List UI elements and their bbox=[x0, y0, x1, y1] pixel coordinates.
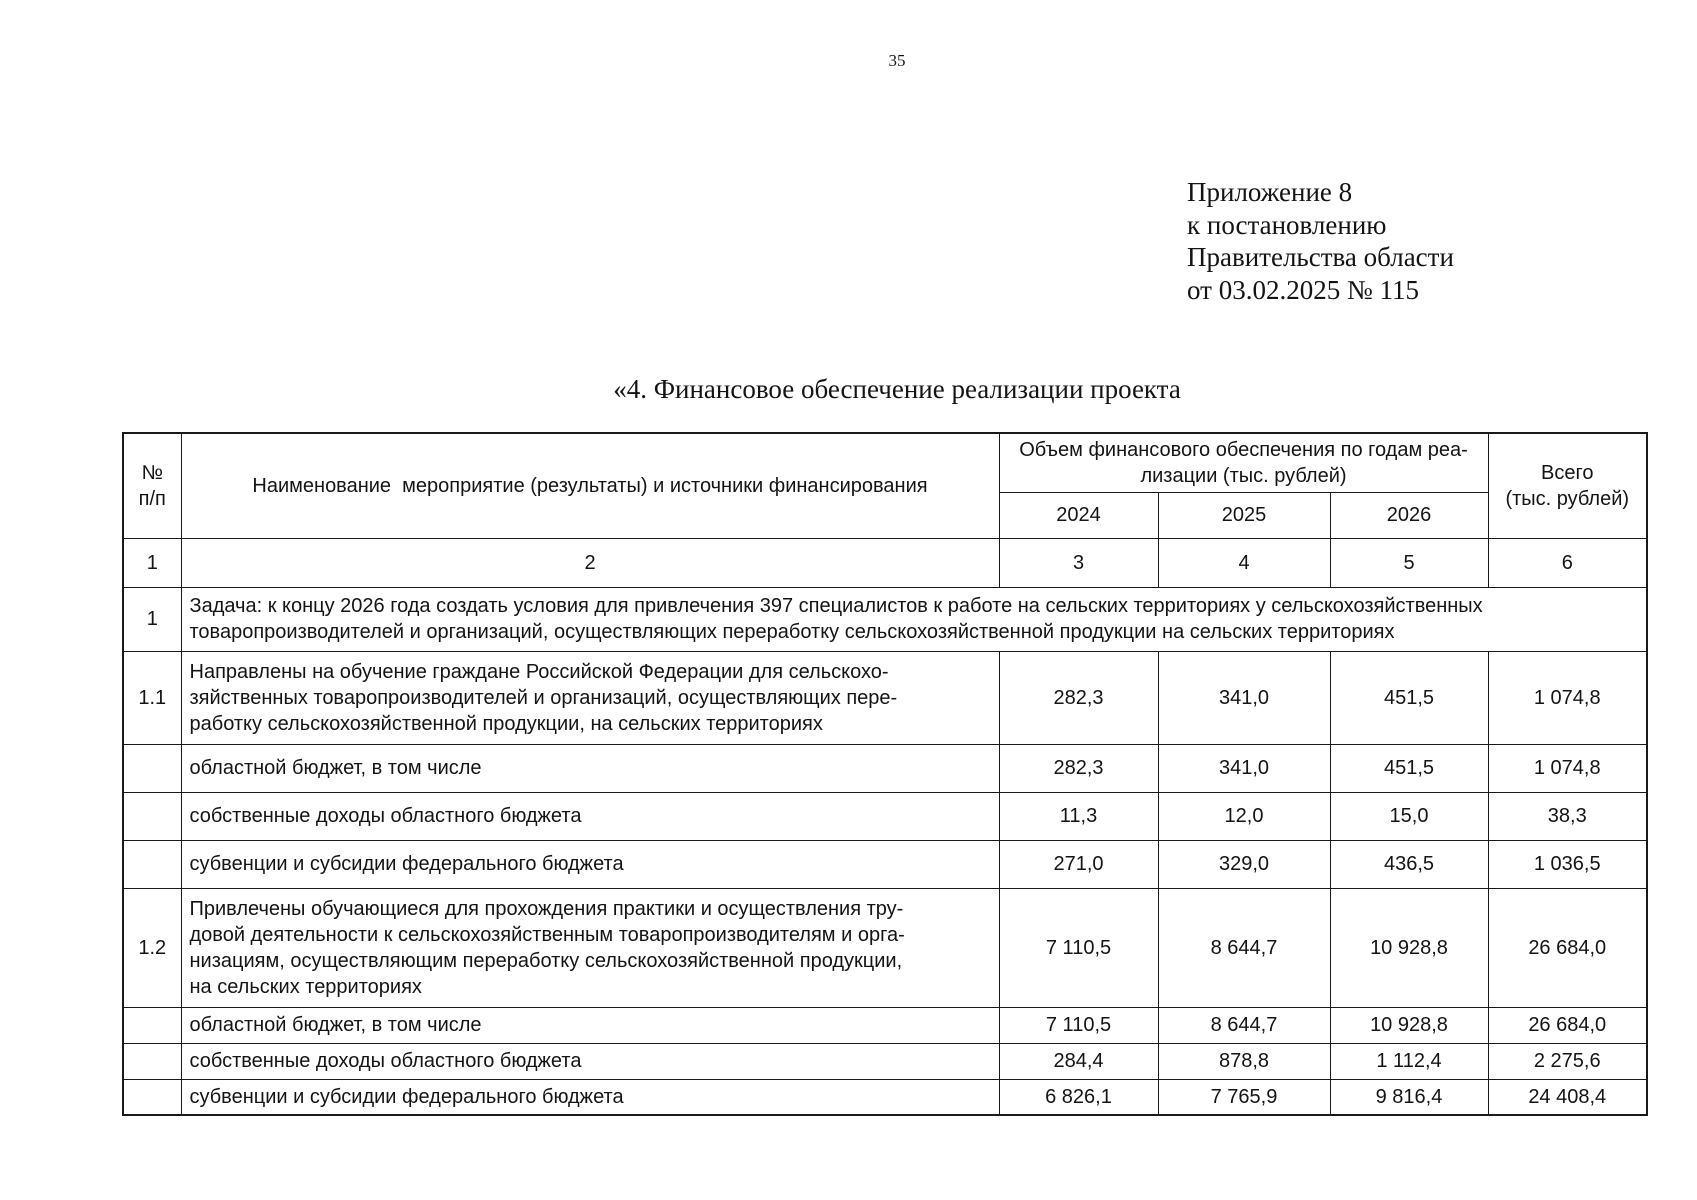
row-number bbox=[123, 1043, 181, 1079]
row-name: собственные доходы областного бюджета bbox=[181, 1043, 999, 1079]
value-2026: 451,5 bbox=[1330, 744, 1488, 792]
value-2026: 451,5 bbox=[1330, 651, 1488, 744]
row-name: Направлены на обучение граждане Российской Федерации для сельскохо- зяйственных товаропроизводителей и организаций, осуществляющих пере- работку сельскохозяйственной продукции, на сельских территориях bbox=[181, 651, 999, 744]
table-row bbox=[123, 651, 1647, 744]
value-total: 38,3 bbox=[1488, 792, 1647, 840]
row-name: областной бюджет, в том числе bbox=[181, 744, 999, 792]
row-name: субвенции и субсидии федерального бюджета bbox=[181, 1079, 999, 1115]
value-2024: 282,3 bbox=[999, 651, 1158, 744]
section-title: «4. Финансовое обеспечение реализации проекта bbox=[613, 374, 1181, 404]
column-number: 5 bbox=[1330, 538, 1488, 587]
page-number: 35 bbox=[888, 51, 906, 70]
value-2026: 15,0 bbox=[1330, 792, 1488, 840]
value-2024: 6 826,1 bbox=[999, 1079, 1158, 1115]
column-number: 3 bbox=[999, 538, 1158, 587]
column-numbers-row bbox=[123, 538, 1647, 587]
task-text: Задача: к концу 2026 года создать условия для привлечения 397 специалистов к работе на сельских территориях у сельскохозяйственных товаропроизводителей и организаций, осуществляющих переработку сельскохозяйственной продукции на сельских территориях bbox=[181, 587, 1647, 651]
header-number: № п/п bbox=[123, 433, 181, 538]
value-2024: 11,3 bbox=[999, 792, 1158, 840]
row-name: Привлечены обучающиеся для прохождения практики и осуществления тру- довой деятельности к сельскохозяйственным товаропроизводителям и орга- низациям, осуществляющим переработку сельскохозяйственной продукции, на сельских территориях bbox=[181, 888, 999, 1007]
appendix-line: от 03.02.2025 № 115 bbox=[1187, 274, 1419, 305]
value-2025: 12,0 bbox=[1158, 792, 1330, 840]
row-number bbox=[123, 1007, 181, 1043]
value-2026: 9 816,4 bbox=[1330, 1079, 1488, 1115]
column-number: 2 bbox=[181, 538, 999, 587]
table-row bbox=[123, 840, 1647, 888]
row-number bbox=[123, 1079, 181, 1115]
table-row bbox=[123, 1043, 1647, 1079]
header-name: Наименование мероприятие (результаты) и источники финансирования bbox=[181, 433, 999, 538]
value-2025: 341,0 bbox=[1158, 651, 1330, 744]
value-2025: 8 644,7 bbox=[1158, 888, 1330, 1007]
value-2026: 10 928,8 bbox=[1330, 888, 1488, 1007]
header-year: 2024 bbox=[999, 492, 1158, 538]
table-row bbox=[123, 1007, 1647, 1043]
value-2026: 10 928,8 bbox=[1330, 1007, 1488, 1043]
appendix-line: Правительства области bbox=[1187, 242, 1454, 272]
header-total: Всего (тыс. рублей) bbox=[1488, 433, 1647, 538]
row-number: 1.2 bbox=[123, 888, 181, 1007]
row-number bbox=[123, 792, 181, 840]
appendix-line: к постановлению bbox=[1187, 209, 1387, 240]
value-2024: 271,0 bbox=[999, 840, 1158, 888]
table-row bbox=[123, 744, 1647, 792]
row-number: 1.1 bbox=[123, 651, 181, 744]
table-row bbox=[123, 792, 1647, 840]
value-2024: 7 110,5 bbox=[999, 888, 1158, 1007]
value-2025: 8 644,7 bbox=[1158, 1007, 1330, 1043]
row-name: собственные доходы областного бюджета bbox=[181, 792, 999, 840]
value-2026: 1 112,4 bbox=[1330, 1043, 1488, 1079]
value-2025: 878,8 bbox=[1158, 1043, 1330, 1079]
row-number bbox=[123, 744, 181, 792]
value-total: 1 074,8 bbox=[1488, 651, 1647, 744]
task-row bbox=[123, 587, 1647, 651]
header-year: 2025 bbox=[1158, 492, 1330, 538]
header-row bbox=[123, 433, 1647, 492]
value-total: 2 275,6 bbox=[1488, 1043, 1647, 1079]
value-2025: 341,0 bbox=[1158, 744, 1330, 792]
value-2025: 7 765,9 bbox=[1158, 1079, 1330, 1115]
header-years-group: Объем финансового обеспечения по годам реа- лизации (тыс. рублей) bbox=[999, 433, 1488, 492]
header-year: 2026 bbox=[1330, 492, 1488, 538]
value-total: 1 036,5 bbox=[1488, 840, 1647, 888]
appendix-block bbox=[1187, 176, 1607, 306]
column-number: 4 bbox=[1158, 538, 1330, 587]
table-row bbox=[123, 1079, 1647, 1115]
table-row bbox=[123, 888, 1647, 1007]
appendix-line: Приложение 8 bbox=[1187, 177, 1353, 207]
row-name: субвенции и субсидии федерального бюджета bbox=[181, 840, 999, 888]
task-number: 1 bbox=[123, 587, 181, 651]
row-number bbox=[123, 840, 181, 888]
value-2024: 282,3 bbox=[999, 744, 1158, 792]
row-name: областной бюджет, в том числе bbox=[181, 1007, 999, 1043]
value-total: 26 684,0 bbox=[1488, 1007, 1647, 1043]
column-number: 6 bbox=[1488, 538, 1647, 587]
value-total: 24 408,4 bbox=[1488, 1079, 1647, 1115]
value-2024: 284,4 bbox=[999, 1043, 1158, 1079]
value-total: 1 074,8 bbox=[1488, 744, 1647, 792]
value-2025: 329,0 bbox=[1158, 840, 1330, 888]
value-2024: 7 110,5 bbox=[999, 1007, 1158, 1043]
value-total: 26 684,0 bbox=[1488, 888, 1647, 1007]
financing-table bbox=[122, 432, 1648, 1116]
column-number: 1 bbox=[123, 538, 181, 587]
value-2026: 436,5 bbox=[1330, 840, 1488, 888]
